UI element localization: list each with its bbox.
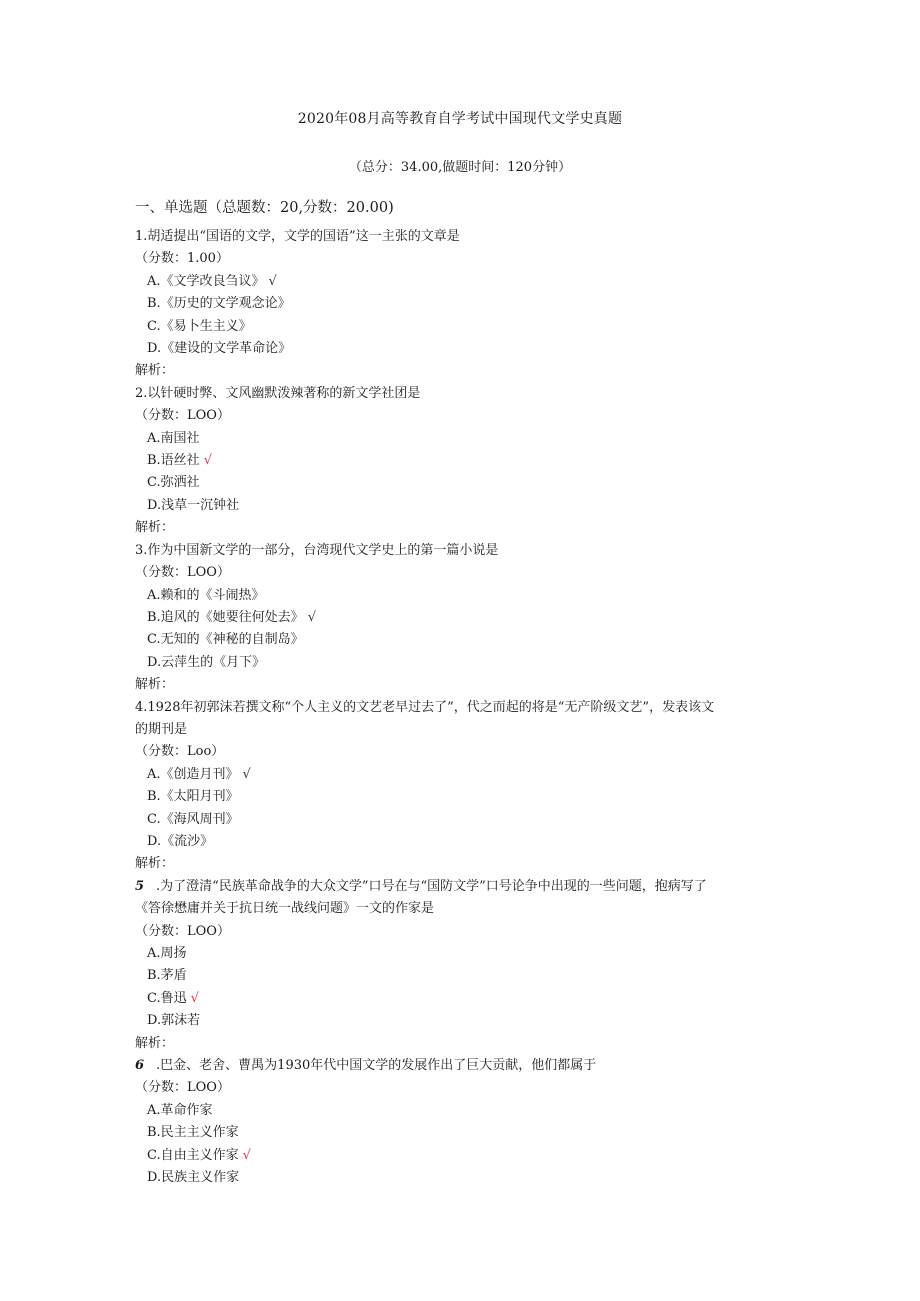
- option-c: [135, 472, 785, 494]
- question-score: （分数：LOO）: [135, 923, 230, 939]
- option-label: B.追风的《她要往何处去》: [147, 609, 304, 625]
- option-label: C.《海风周刊》: [147, 811, 239, 827]
- option-d: [135, 495, 785, 517]
- option-c: [135, 316, 785, 338]
- option-b: [135, 786, 785, 808]
- check-mark-icon: √: [203, 453, 212, 469]
- question-text-continued: 的期刊是: [135, 721, 188, 737]
- question-number: 5: [135, 878, 145, 894]
- question-text: [135, 226, 785, 248]
- question-stem: .为了澄清“民族革命战争的大众文学”口号在与“国防文学”口号论争中出现的一些问题，抱病写了: [156, 878, 707, 894]
- option-d: [135, 652, 785, 674]
- option-label: A.赖和的《斗闹热》: [147, 587, 265, 603]
- check-mark-icon: √: [242, 1147, 251, 1163]
- question-text: [135, 1055, 785, 1077]
- exam-meta: （总分：34.00,做题时间：120分钟）: [348, 160, 572, 175]
- option-label: A.《创造月刊》: [147, 766, 239, 782]
- question-2: [135, 383, 785, 540]
- question-number: 3.: [135, 542, 148, 558]
- question-number: 1.: [135, 229, 148, 244]
- question-stem: 以针硬时弊、文风幽默泼辣著称的新文学社团是: [147, 385, 421, 401]
- question-stem: .巴金、老舍、曹禺为1930年代中国文学的发展作出了巨大贡献，他们都属于: [156, 1058, 597, 1074]
- option-label: C.弥洒社: [147, 475, 200, 491]
- question-score: （分数：1.00）: [135, 251, 229, 267]
- option-label: A.革命作家: [147, 1102, 213, 1118]
- option-c: [135, 1145, 785, 1167]
- option-a: [135, 1100, 785, 1122]
- option-label: D.《流沙》: [147, 833, 214, 849]
- analysis-label: 解析：: [135, 856, 175, 872]
- analysis-label: 解析：: [135, 363, 175, 379]
- option-label: D.云萍生的《月下》: [147, 654, 266, 670]
- question-score: （分数：LOO）: [135, 1080, 230, 1096]
- option-label: B.语丝社: [147, 453, 200, 469]
- option-label: B.《太阳月刊》: [147, 789, 239, 805]
- question-score: （分数：LOO）: [135, 408, 230, 424]
- option-label: D.浅草一沉钟社: [147, 497, 240, 513]
- option-label: A.南国社: [147, 430, 200, 446]
- option-label: B.茅盾: [147, 968, 187, 984]
- check-mark-icon: √: [307, 609, 316, 625]
- option-d: [135, 831, 785, 853]
- option-b: [135, 965, 785, 987]
- question-text: [135, 876, 785, 898]
- option-a: [135, 271, 785, 293]
- option-label: B.民主主义作家: [147, 1125, 239, 1141]
- option-a: [135, 585, 785, 607]
- question-stem: 1928年初郭沫若撰文称“个人主义的文艺老早过去了”，代之而起的将是“无产阶级文艺”，发表该文: [147, 699, 715, 715]
- option-d: [135, 1167, 785, 1189]
- question-text: [135, 697, 785, 719]
- question-text-continued: 《答徐懋庸并关于抗日统一战线问题》一文的作家是: [135, 901, 435, 917]
- question-stem: 胡适提出“国语的文学，文学的国语”这一主张的文章是: [147, 229, 460, 244]
- option-a: [135, 764, 785, 786]
- option-a: [135, 428, 785, 450]
- option-label: D.民族主义作家: [147, 1170, 240, 1186]
- option-label: C.自由主义作家: [147, 1147, 239, 1163]
- check-mark-icon: √: [242, 766, 251, 782]
- question-6: [135, 1055, 785, 1189]
- option-b: [135, 293, 785, 315]
- question-score: （分数：Loo）: [135, 744, 225, 760]
- option-label: C.无知的《神秘的自制岛》: [147, 632, 304, 648]
- option-b: [135, 1122, 785, 1144]
- option-label: D.《建设的文学革命论》: [147, 341, 292, 357]
- check-mark-icon: √: [190, 990, 199, 1006]
- question-number: 2.: [135, 385, 148, 401]
- option-d: [135, 338, 785, 360]
- option-label: D.郭沫若: [147, 1013, 201, 1029]
- option-label: C.鲁迅: [147, 990, 187, 1006]
- section-heading: 一、单选题（总题数：20,分数：20.00): [135, 200, 394, 216]
- question-stem: 作为中国新文学的一部分，台湾现代文学史上的第一篇小说是: [147, 542, 499, 558]
- question-number: 4.: [135, 699, 148, 715]
- question-3: [135, 540, 785, 697]
- option-c: [135, 988, 785, 1010]
- option-label: C.《易卜生主义》: [147, 318, 252, 334]
- option-b: [135, 607, 785, 629]
- question-number: 6: [135, 1058, 145, 1074]
- option-label: A.周扬: [147, 946, 187, 961]
- question-1: [135, 226, 785, 383]
- analysis-label: 解析：: [135, 520, 175, 536]
- question-score: （分数：LOO）: [135, 565, 230, 581]
- analysis-label: 解析：: [135, 1035, 175, 1051]
- question-text: [135, 383, 785, 405]
- option-label: A.《文学改良刍议》: [147, 273, 265, 289]
- option-b: [135, 450, 785, 472]
- page-title: 2020年08月高等教育自学考试中国现代文学史真题: [297, 111, 623, 127]
- option-d: [135, 1010, 785, 1032]
- option-a: [135, 943, 785, 965]
- question-list: [135, 226, 785, 1189]
- question-text: [135, 540, 785, 562]
- analysis-label: 解析：: [135, 677, 175, 693]
- option-c: [135, 809, 785, 831]
- option-label: B.《历史的文学观念论》: [147, 296, 291, 312]
- option-c: [135, 629, 785, 651]
- check-mark-icon: √: [268, 273, 277, 289]
- question-4: [135, 697, 785, 876]
- question-5: [135, 876, 785, 1055]
